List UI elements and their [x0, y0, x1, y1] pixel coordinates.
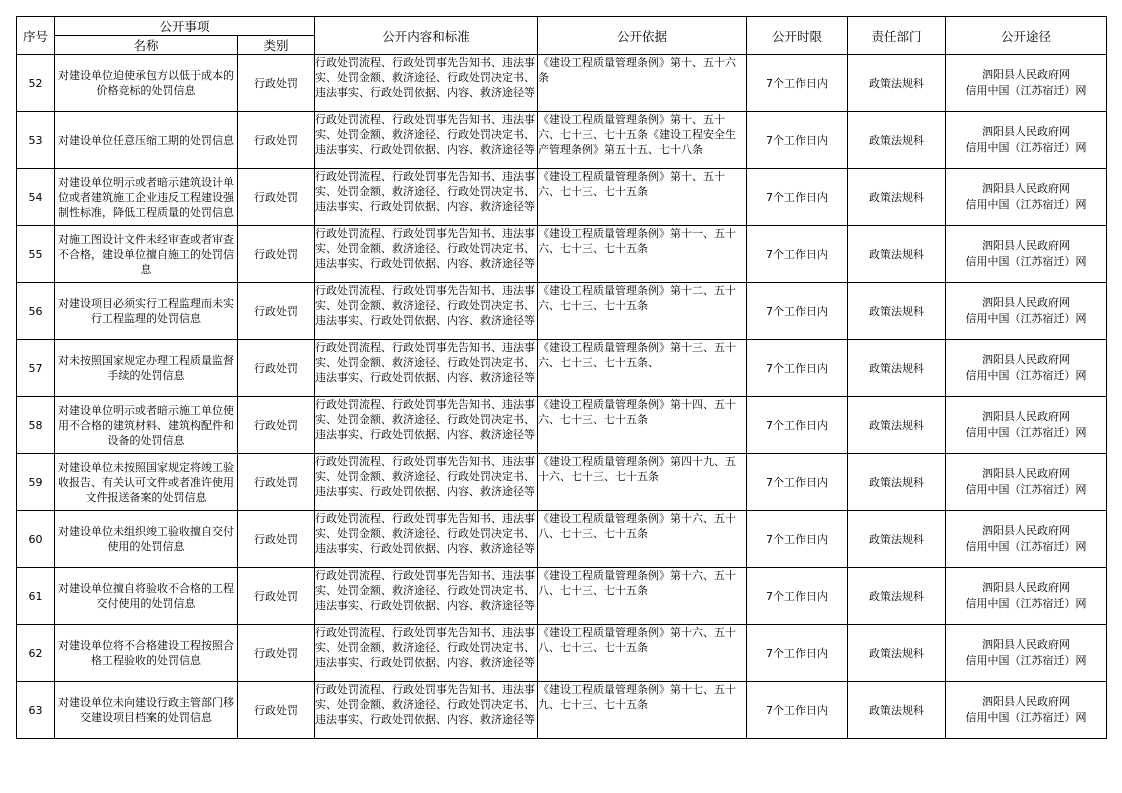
row-channel — [946, 169, 1107, 226]
row-content-cell — [315, 454, 538, 511]
row-name: 对建设项目必须实行工程监理而未实行工程监理的处罚信息 — [55, 283, 238, 340]
row-name: 对建设单位未向建设行政主管部门移交建设项目档案的处罚信息 — [55, 682, 238, 739]
row-department: 政策法规科 — [848, 511, 946, 568]
row-basis-cell — [538, 682, 747, 739]
channel-line: 泗阳县人民政府网 — [982, 581, 1071, 594]
table-row — [17, 112, 1107, 169]
row-seq: 61 — [17, 568, 55, 625]
table-row — [17, 55, 1107, 112]
channel-line: 信用中国（江苏宿迁）网 — [965, 483, 1087, 496]
row-category: 行政处罚 — [238, 169, 315, 226]
row-time-limit: 7个工作日内 — [747, 625, 848, 682]
row-seq: 55 — [17, 226, 55, 283]
row-basis: 《建设工程质量管理条例》第十三、五十六、七十三、七十五条、 — [538, 341, 737, 369]
row-channel — [946, 112, 1107, 169]
row-department: 政策法规科 — [848, 568, 946, 625]
row-name: 对施工图设计文件未经审查或者审查不合格，建设单位擅自施工的处罚信息 — [55, 226, 238, 283]
table-row — [17, 682, 1107, 739]
row-content-cell — [315, 340, 538, 397]
channel-line: 信用中国（江苏宿迁）网 — [965, 198, 1087, 211]
row-basis-cell — [538, 397, 747, 454]
row-time-limit: 7个工作日内 — [747, 568, 848, 625]
row-channel — [946, 625, 1107, 682]
row-basis-cell — [538, 169, 747, 226]
row-basis-cell — [538, 568, 747, 625]
row-basis-cell — [538, 625, 747, 682]
channel-line: 泗阳县人民政府网 — [982, 353, 1071, 366]
row-content-cell — [315, 568, 538, 625]
row-time-limit: 7个工作日内 — [747, 511, 848, 568]
channel-line: 信用中国（江苏宿迁）网 — [965, 141, 1087, 154]
row-basis-cell — [538, 454, 747, 511]
header-basis: 公开依据 — [538, 17, 747, 55]
table-row — [17, 625, 1107, 682]
row-name: 对建设单位任意压缩工期的处罚信息 — [55, 112, 238, 169]
row-time-limit: 7个工作日内 — [747, 454, 848, 511]
row-department: 政策法规科 — [848, 112, 946, 169]
row-content: 行政处罚流程、行政处罚事先告知书、违法事实、处罚金额、救济途径、行政处罚决定书、违法事实、行政处罚依据、内容、救济途径等 — [315, 227, 536, 270]
table-row — [17, 169, 1107, 226]
row-channel — [946, 511, 1107, 568]
row-channel — [946, 340, 1107, 397]
row-category: 行政处罚 — [238, 283, 315, 340]
row-basis: 《建设工程质量管理条例》第十六、五十八、七十三、七十五条 — [538, 569, 737, 597]
row-name: 对未按照国家规定办理工程质量监督手续的处罚信息 — [55, 340, 238, 397]
header-matter: 公开事项 — [55, 17, 315, 36]
row-content: 行政处罚流程、行政处罚事先告知书、违法事实、处罚金额、救济途径、行政处罚决定书、违法事实、行政处罚依据、内容、救济途径等 — [315, 170, 536, 213]
table-row — [17, 454, 1107, 511]
row-content: 行政处罚流程、行政处罚事先告知书、违法事实、处罚金额、救济途径、行政处罚决定书、违法事实、行政处罚依据、内容、救济途径等 — [315, 284, 536, 327]
row-time-limit: 7个工作日内 — [747, 226, 848, 283]
channel-line: 信用中国（江苏宿迁）网 — [965, 312, 1087, 325]
row-content-cell — [315, 112, 538, 169]
table-row — [17, 397, 1107, 454]
row-channel — [946, 682, 1107, 739]
header-content: 公开内容和标准 — [315, 17, 538, 55]
row-basis-cell — [538, 283, 747, 340]
table-row — [17, 340, 1107, 397]
row-channel — [946, 226, 1107, 283]
row-basis-cell — [538, 55, 747, 112]
header-seq: 序号 — [17, 17, 55, 55]
channel-line: 信用中国（江苏宿迁）网 — [965, 597, 1087, 610]
row-department: 政策法规科 — [848, 682, 946, 739]
channel-line: 泗阳县人民政府网 — [982, 638, 1071, 651]
channel-line: 泗阳县人民政府网 — [982, 695, 1071, 708]
row-content: 行政处罚流程、行政处罚事先告知书、违法事实、处罚金额、救济途径、行政处罚决定书、违法事实、行政处罚依据、内容、救济途径等 — [315, 626, 536, 669]
channel-line: 泗阳县人民政府网 — [982, 410, 1071, 423]
row-channel — [946, 568, 1107, 625]
row-channel — [946, 454, 1107, 511]
row-content-cell — [315, 283, 538, 340]
row-seq: 62 — [17, 625, 55, 682]
row-name: 对建设单位擅自将验收不合格的工程交付使用的处罚信息 — [55, 568, 238, 625]
row-department: 政策法规科 — [848, 169, 946, 226]
row-category: 行政处罚 — [238, 340, 315, 397]
row-seq: 58 — [17, 397, 55, 454]
row-name: 对建设单位明示或者暗示建筑设计单位或者建筑施工企业违反工程建设强制性标准，降低工程质量的处罚信息 — [55, 169, 238, 226]
channel-line: 信用中国（江苏宿迁）网 — [965, 255, 1087, 268]
row-category: 行政处罚 — [238, 682, 315, 739]
row-department: 政策法规科 — [848, 625, 946, 682]
channel-line: 信用中国（江苏宿迁）网 — [965, 426, 1087, 439]
row-seq: 60 — [17, 511, 55, 568]
row-department: 政策法规科 — [848, 283, 946, 340]
row-channel — [946, 283, 1107, 340]
row-content: 行政处罚流程、行政处罚事先告知书、违法事实、处罚金额、救济途径、行政处罚决定书、违法事实、行政处罚依据、内容、救济途径等 — [315, 683, 536, 726]
channel-line: 泗阳县人民政府网 — [982, 467, 1071, 480]
row-seq: 63 — [17, 682, 55, 739]
row-time-limit: 7个工作日内 — [747, 55, 848, 112]
row-category: 行政处罚 — [238, 454, 315, 511]
row-basis: 《建设工程质量管理条例》第十六、五十八、七十三、七十五条 — [538, 626, 737, 654]
channel-line: 泗阳县人民政府网 — [982, 524, 1071, 537]
row-seq: 54 — [17, 169, 55, 226]
row-basis: 《建设工程质量管理条例》第四十九、五十六、七十三、七十五条 — [538, 455, 737, 483]
header-name: 名称 — [55, 36, 238, 55]
row-name: 对建设单位明示或者暗示施工单位使用不合格的建筑材料、建筑构配件和设备的处罚信息 — [55, 397, 238, 454]
row-category: 行政处罚 — [238, 226, 315, 283]
row-seq: 59 — [17, 454, 55, 511]
row-category: 行政处罚 — [238, 112, 315, 169]
row-name: 对建设单位未按照国家规定将竣工验收报告、有关认可文件或者准许使用文件报送备案的处罚信息 — [55, 454, 238, 511]
channel-line: 信用中国（江苏宿迁）网 — [965, 654, 1087, 667]
row-basis: 《建设工程质量管理条例》第十四、五十六、七十三、七十五条 — [538, 398, 737, 426]
row-basis-cell — [538, 112, 747, 169]
row-basis: 《建设工程质量管理条例》第十一、五十六、七十三、七十五条 — [538, 227, 737, 255]
row-content: 行政处罚流程、行政处罚事先告知书、违法事实、处罚金额、救济途径、行政处罚决定书、违法事实、行政处罚依据、内容、救济途径等 — [315, 56, 536, 99]
row-content-cell — [315, 55, 538, 112]
row-category: 行政处罚 — [238, 55, 315, 112]
table-row — [17, 283, 1107, 340]
channel-line: 信用中国（江苏宿迁）网 — [965, 369, 1087, 382]
row-basis: 《建设工程质量管理条例》第十六、五十八、七十三、七十五条 — [538, 512, 737, 540]
table-row — [17, 511, 1107, 568]
row-content: 行政处罚流程、行政处罚事先告知书、违法事实、处罚金额、救济途径、行政处罚决定书、违法事实、行政处罚依据、内容、救济途径等 — [315, 398, 536, 441]
row-content: 行政处罚流程、行政处罚事先告知书、违法事实、处罚金额、救济途径、行政处罚决定书、违法事实、行政处罚依据、内容、救济途径等 — [315, 455, 536, 498]
row-category: 行政处罚 — [238, 568, 315, 625]
row-seq: 56 — [17, 283, 55, 340]
row-basis: 《建设工程质量管理条例》第十、五十六、七十三、七十五条 — [538, 170, 726, 198]
row-time-limit: 7个工作日内 — [747, 112, 848, 169]
row-time-limit: 7个工作日内 — [747, 340, 848, 397]
disclosure-table — [16, 16, 1107, 739]
row-time-limit: 7个工作日内 — [747, 397, 848, 454]
row-seq: 52 — [17, 55, 55, 112]
row-content-cell — [315, 226, 538, 283]
channel-line: 泗阳县人民政府网 — [982, 296, 1071, 309]
row-name: 对建设单位将不合格建设工程按照合格工程验收的处罚信息 — [55, 625, 238, 682]
row-category: 行政处罚 — [238, 397, 315, 454]
row-category: 行政处罚 — [238, 625, 315, 682]
row-basis: 《建设工程质量管理条例》第十七、五十九、七十三、七十五条 — [538, 683, 737, 711]
row-basis-cell — [538, 226, 747, 283]
table-body — [17, 55, 1107, 739]
row-content-cell — [315, 511, 538, 568]
row-department: 政策法规科 — [848, 397, 946, 454]
channel-line: 泗阳县人民政府网 — [982, 125, 1071, 138]
channel-line: 泗阳县人民政府网 — [982, 68, 1071, 81]
row-name: 对建设单位迫使承包方以低于成本的价格竞标的处罚信息 — [55, 55, 238, 112]
row-department: 政策法规科 — [848, 55, 946, 112]
row-basis: 《建设工程质量管理条例》第十二、五十六、七十三、七十五条 — [538, 284, 737, 312]
row-time-limit: 7个工作日内 — [747, 283, 848, 340]
channel-line: 泗阳县人民政府网 — [982, 239, 1071, 252]
row-time-limit: 7个工作日内 — [747, 682, 848, 739]
row-content: 行政处罚流程、行政处罚事先告知书、违法事实、处罚金额、救济途径、行政处罚决定书、违法事实、行政处罚依据、内容、救济途径等 — [315, 512, 536, 555]
channel-line: 信用中国（江苏宿迁）网 — [965, 711, 1087, 724]
header-time-limit: 公开时限 — [747, 17, 848, 55]
row-time-limit: 7个工作日内 — [747, 169, 848, 226]
channel-line: 信用中国（江苏宿迁）网 — [965, 84, 1087, 97]
header-department: 责任部门 — [848, 17, 946, 55]
row-basis: 《建设工程质量管理条例》第十、五十六、七十三、七十五条《建设工程安全生产管理条例》第五十五、七十八条 — [538, 113, 737, 156]
row-content: 行政处罚流程、行政处罚事先告知书、违法事实、处罚金额、救济途径、行政处罚决定书、违法事实、行政处罚依据、内容、救济途径等 — [315, 569, 536, 612]
header-category: 类别 — [238, 36, 315, 55]
row-category: 行政处罚 — [238, 511, 315, 568]
row-content: 行政处罚流程、行政处罚事先告知书、违法事实、处罚金额、救济途径、行政处罚决定书、违法事实、行政处罚依据、内容、救济途径等 — [315, 341, 536, 384]
row-department: 政策法规科 — [848, 226, 946, 283]
row-content-cell — [315, 397, 538, 454]
table-row — [17, 226, 1107, 283]
row-basis-cell — [538, 340, 747, 397]
row-channel — [946, 55, 1107, 112]
row-department: 政策法规科 — [848, 454, 946, 511]
row-name: 对建设单位未组织竣工验收擅自交付使用的处罚信息 — [55, 511, 238, 568]
row-basis-cell — [538, 511, 747, 568]
table-row — [17, 568, 1107, 625]
row-channel — [946, 397, 1107, 454]
row-basis: 《建设工程质量管理条例》第十、五十六条 — [538, 56, 737, 84]
channel-line: 信用中国（江苏宿迁）网 — [965, 540, 1087, 553]
row-department: 政策法规科 — [848, 340, 946, 397]
row-content-cell — [315, 625, 538, 682]
row-content-cell — [315, 169, 538, 226]
row-content: 行政处罚流程、行政处罚事先告知书、违法事实、处罚金额、救济途径、行政处罚决定书、违法事实、行政处罚依据、内容、救济途径等 — [315, 113, 536, 156]
channel-line: 泗阳县人民政府网 — [982, 182, 1071, 195]
row-content-cell — [315, 682, 538, 739]
header-channel: 公开途径 — [946, 17, 1107, 55]
row-seq: 53 — [17, 112, 55, 169]
row-seq: 57 — [17, 340, 55, 397]
